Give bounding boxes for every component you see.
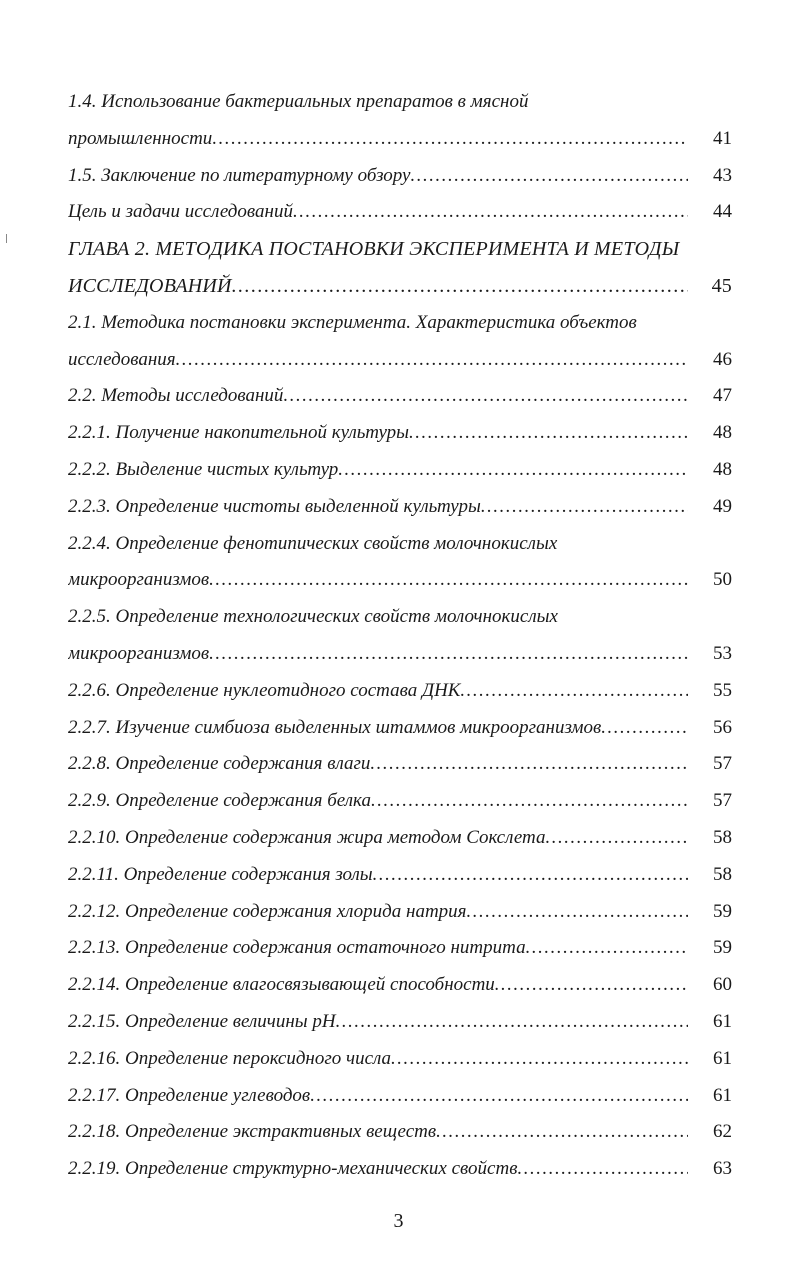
- dot-leader: [373, 857, 688, 894]
- toc-entry: [68, 894, 732, 931]
- toc-entry-leader: [68, 1041, 688, 1078]
- dot-leader: [338, 452, 688, 489]
- toc-entry-leader: [68, 489, 688, 526]
- toc-entry-title: 2.2.4. Определение фенотипических свойств молочнокислых: [68, 532, 558, 554]
- toc-entry-page: 61: [713, 1010, 732, 1032]
- toc-entry-leader: [68, 1114, 688, 1151]
- toc-entry-leader: [68, 231, 688, 268]
- toc-entry: [68, 857, 732, 894]
- toc-entry-leader: [68, 673, 688, 710]
- dot-leader: [212, 121, 688, 158]
- toc-entry: [68, 783, 732, 820]
- toc-entry: [68, 930, 732, 967]
- toc-entry-page: 60: [713, 974, 732, 996]
- toc-entry: [68, 84, 732, 121]
- dot-leader: [176, 342, 688, 379]
- toc-entry-leader: [68, 452, 688, 489]
- toc-entry-page: 57: [713, 790, 732, 812]
- toc-entry-title: 2.2.5. Определение технологических свойств молочнокислых: [68, 606, 558, 628]
- dot-leader: [409, 415, 688, 452]
- toc-entry-page: 63: [713, 1158, 732, 1180]
- toc-entry: [68, 820, 732, 857]
- dot-leader: [601, 710, 688, 747]
- dot-leader: [371, 783, 688, 820]
- toc-entry-page: 49: [713, 495, 732, 517]
- toc-entry: [68, 636, 732, 673]
- toc-entry: [68, 1041, 732, 1078]
- toc-entry-leader: [68, 84, 688, 121]
- toc-entry-title: 2.2.3. Определение чистоты выделенной культуры: [68, 495, 481, 517]
- toc-entry-page: 47: [713, 385, 732, 407]
- dot-leader: [370, 746, 688, 783]
- toc-entry-page: 45: [711, 274, 732, 297]
- toc-entry: [68, 158, 732, 195]
- toc-entry-title: 2.2.11. Определение содержания золы: [68, 863, 373, 885]
- toc-entry: [68, 121, 732, 158]
- toc-entry-title: 2.2.1. Получение накопительной культуры: [68, 422, 409, 444]
- toc-entry-leader: [68, 268, 688, 305]
- toc-entry: [68, 526, 732, 563]
- dot-leader: [546, 820, 689, 857]
- toc-entry-page: 58: [713, 826, 732, 848]
- toc-entry-page: 58: [713, 863, 732, 885]
- table-of-contents: [68, 84, 732, 1188]
- dot-leader: [526, 930, 688, 967]
- toc-entry-page: 53: [713, 642, 732, 664]
- toc-entry: [68, 194, 732, 231]
- toc-entry-title: 2.2.19. Определение структурно-механических свойств: [68, 1158, 518, 1180]
- dot-leader: [209, 636, 688, 673]
- toc-entry-page: 46: [713, 348, 732, 370]
- toc-entry-leader: [68, 1151, 688, 1188]
- toc-entry-title: 2.2.10. Определение содержания жира методом Сокслета: [68, 826, 546, 848]
- toc-entry-page: 44: [713, 201, 732, 223]
- toc-entry: [68, 1151, 732, 1188]
- toc-entry-page: 61: [713, 1084, 732, 1106]
- toc-entry-page: 56: [713, 716, 732, 738]
- toc-entry-title: 2.2.17. Определение углеводов: [68, 1084, 311, 1106]
- toc-entry-page: 48: [713, 458, 732, 480]
- toc-entry-title: 2.2. Методы исследований: [68, 385, 284, 407]
- toc-entry-title: 2.2.6. Определение нуклеотидного состава ДНК: [68, 679, 461, 701]
- toc-entry-leader: [68, 967, 688, 1004]
- toc-entry-leader: [68, 930, 688, 967]
- toc-entry-leader: [68, 746, 688, 783]
- toc-entry: [68, 268, 732, 305]
- toc-entry: [68, 305, 732, 342]
- dot-leader: [411, 158, 689, 195]
- toc-entry-title: 2.2.15. Определение величины pH: [68, 1010, 336, 1032]
- toc-entry-page: 57: [713, 753, 732, 775]
- dot-leader: [209, 562, 688, 599]
- page-number: 3: [393, 1210, 404, 1232]
- toc-entry-leader: [68, 1078, 688, 1115]
- toc-entry-page: 41: [713, 127, 732, 149]
- toc-entry-title: микроорганизмов: [68, 569, 210, 591]
- toc-entry: [68, 746, 732, 783]
- toc-entry-title: 1.4. Использование бактериальных препаратов в мясной: [68, 91, 529, 112]
- toc-entry: [68, 967, 732, 1004]
- toc-entry: [68, 710, 732, 747]
- toc-entry-leader: [68, 194, 688, 231]
- dot-leader: [436, 1114, 688, 1151]
- toc-entry-title: исследования: [68, 348, 176, 370]
- toc-entry-leader: [68, 415, 688, 452]
- toc-entry-title: 2.2.14. Определение влагосвязывающей способности: [68, 974, 495, 996]
- toc-entry: [68, 231, 732, 268]
- toc-entry: [68, 599, 732, 636]
- toc-entry: [68, 1078, 732, 1115]
- toc-entry-title: 2.1. Методика постановки эксперимента. Характеристика объектов: [68, 311, 637, 333]
- toc-entry-title: 2.2.7. Изучение симбиоза выделенных штаммов микроорганизмов: [68, 716, 602, 738]
- toc-entry-page: 43: [713, 164, 732, 186]
- toc-entry: [68, 1114, 732, 1151]
- toc-entry-title: ИССЛЕДОВАНИЙ: [68, 274, 232, 297]
- toc-entry-page: 50: [713, 569, 732, 591]
- toc-entry-title: 2.2.12. Определение содержания хлорида натрия: [68, 900, 467, 922]
- toc-entry-title: 1.5. Заключение по литературному обзору: [68, 164, 411, 186]
- toc-entry-page: 59: [713, 937, 732, 959]
- toc-entry-title: 2.2.13. Определение содержания остаточного нитрита: [68, 937, 526, 959]
- toc-entry: [68, 1004, 732, 1041]
- toc-entry-title: промышленности: [68, 127, 213, 149]
- dot-leader: [232, 268, 688, 305]
- dot-leader: [460, 673, 688, 710]
- dot-leader: [467, 894, 688, 931]
- toc-entry-page: 59: [713, 900, 732, 922]
- toc-entry-leader: [68, 783, 688, 820]
- toc-entry-leader: [68, 599, 688, 636]
- toc-entry-leader: [68, 636, 688, 673]
- toc-entry-page: 48: [713, 422, 732, 444]
- toc-entry-leader: [68, 158, 688, 195]
- dot-leader: [336, 1004, 688, 1041]
- toc-entry: [68, 415, 732, 452]
- toc-entry: [68, 452, 732, 489]
- toc-entry-title: 2.2.9. Определение содержания белка: [68, 790, 371, 812]
- toc-entry-leader: [68, 378, 688, 415]
- toc-entry-leader: [68, 1004, 688, 1041]
- toc-entry-leader: [68, 342, 688, 379]
- toc-entry-page: 61: [713, 1047, 732, 1069]
- toc-entry-title: микроорганизмов: [68, 642, 210, 664]
- toc-entry-leader: [68, 526, 688, 563]
- toc-entry-title: 2.2.18. Определение экстрактивных веществ: [68, 1121, 437, 1143]
- dot-leader: [391, 1041, 688, 1078]
- toc-entry: [68, 489, 732, 526]
- toc-entry-title: Цель и задачи исследований: [68, 201, 293, 223]
- toc-entry-leader: [68, 121, 688, 158]
- toc-entry: [68, 562, 732, 599]
- scan-edge-mark: [6, 234, 7, 243]
- toc-entry-page: 55: [713, 679, 732, 701]
- dot-leader: [495, 967, 688, 1004]
- toc-entry: [68, 378, 732, 415]
- toc-entry-title: ГЛАВА 2. МЕТОДИКА ПОСТАНОВКИ ЭКСПЕРИМЕНТА И МЕТОДЫ: [68, 238, 680, 261]
- dot-leader: [293, 194, 688, 231]
- toc-entry-page: 62: [713, 1121, 732, 1143]
- toc-entry-leader: [68, 857, 688, 894]
- toc-entry-leader: [68, 894, 688, 931]
- dot-leader: [481, 489, 688, 526]
- dot-leader: [310, 1078, 688, 1115]
- toc-entry-leader: [68, 820, 688, 857]
- dot-leader: [283, 378, 688, 415]
- dot-leader: [517, 1151, 688, 1188]
- toc-entry-title: 2.2.8. Определение содержания влаги: [68, 753, 371, 775]
- toc-entry-title: 2.2.2. Выделение чистых культур: [68, 458, 339, 480]
- toc-entry: [68, 342, 732, 379]
- toc-entry: [68, 673, 732, 710]
- toc-entry-leader: [68, 562, 688, 599]
- toc-entry-leader: [68, 710, 688, 747]
- toc-entry-leader: [68, 305, 688, 342]
- toc-entry-title: 2.2.16. Определение пероксидного числа: [68, 1047, 392, 1069]
